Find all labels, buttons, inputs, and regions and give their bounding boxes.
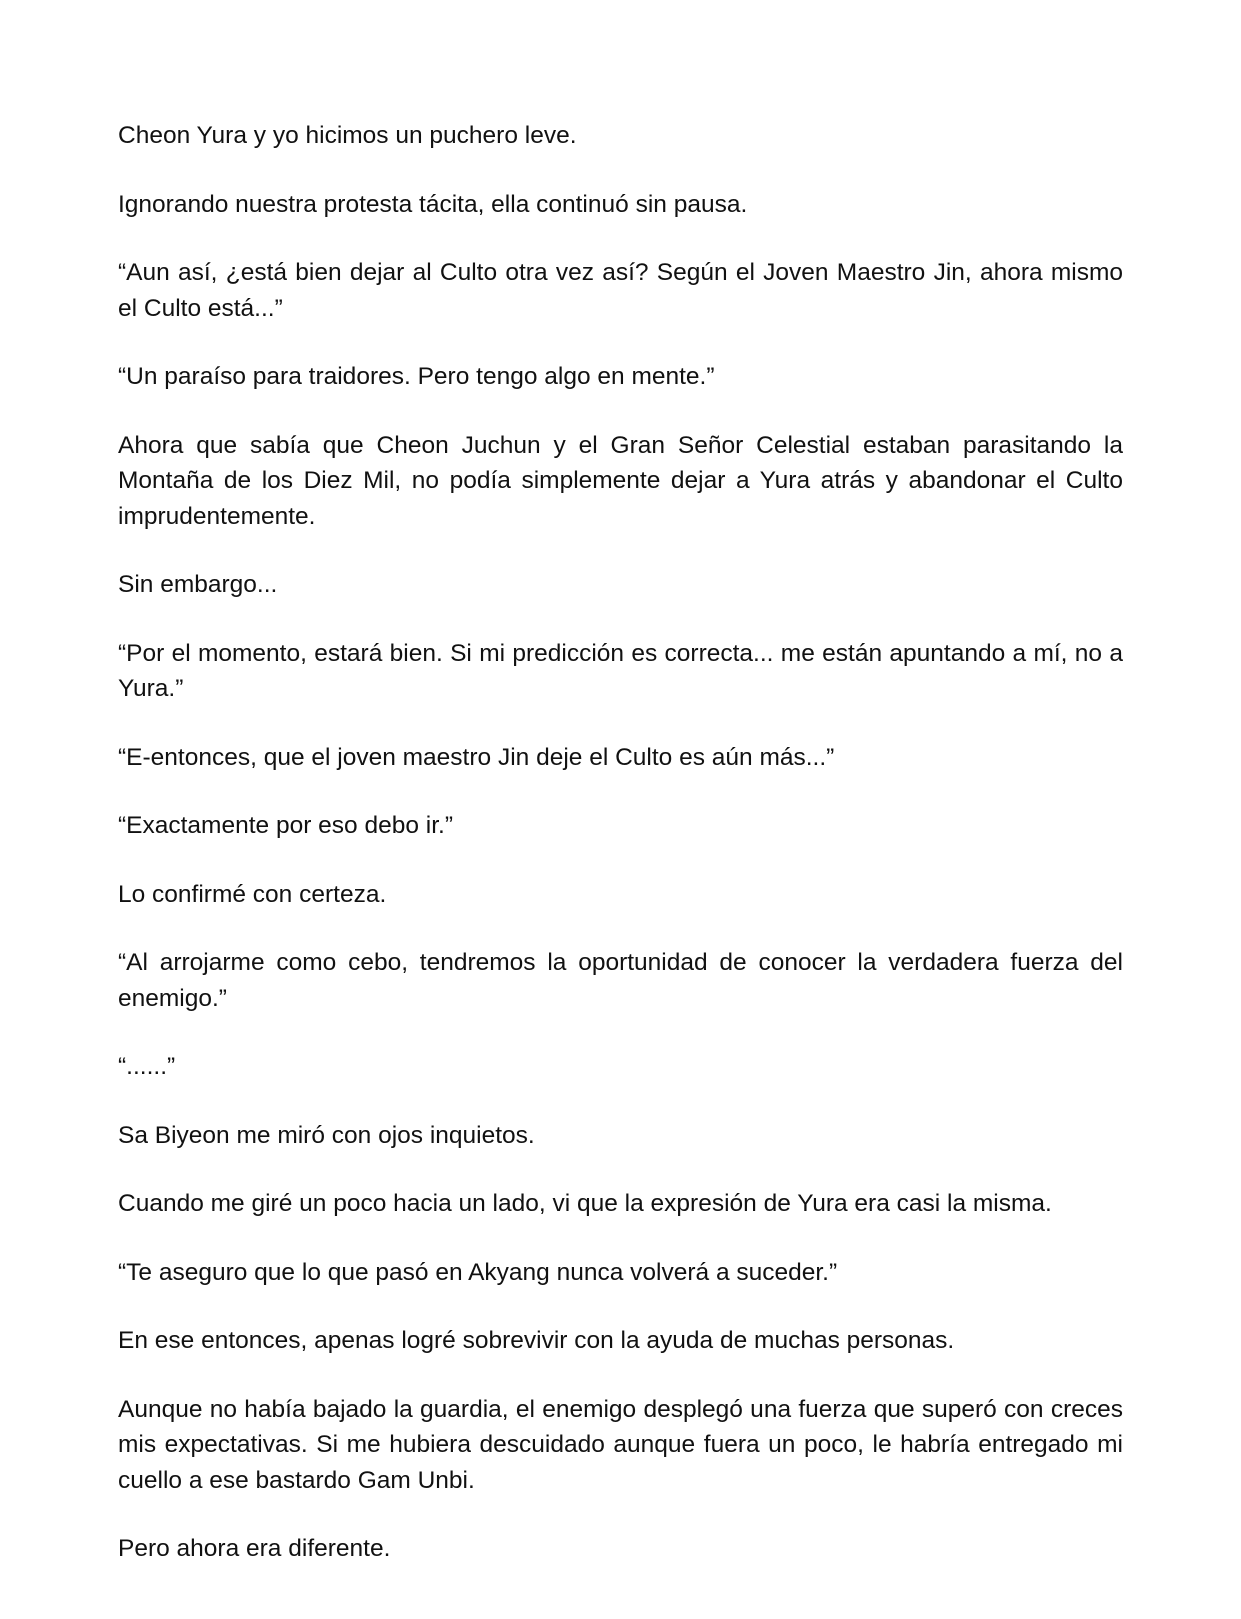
paragraph: Cuando me giré un poco hacia un lado, vi que la expresión de Yura era casi la misma. (118, 1190, 1052, 1217)
paragraph: “Te aseguro que lo que pasó en Akyang nunca volverá a suceder.” (118, 1258, 838, 1286)
paragraph: “E-entonces, que el joven maestro Jin deje el Culto es aún más...” (118, 743, 835, 771)
paragraph: “Al arrojarme como cebo, tendremos la oportunidad de conocer la verdadera fuerza del enemigo.” (118, 949, 1123, 1012)
paragraph: “Un paraíso para traidores. Pero tengo algo en mente.” (118, 363, 715, 390)
paragraph: “......” (118, 1053, 176, 1080)
paragraph: Ignorando nuestra protesta tácita, ella continuó sin pausa. (118, 190, 748, 218)
paragraph: En ese entonces, apenas logré sobrevivir con la ayuda de muchas personas. (118, 1327, 955, 1354)
document-body (118, 118, 1123, 1567)
paragraph: Pero ahora era diferente. (118, 1535, 391, 1562)
paragraph: “Exactamente por eso debo ir.” (118, 812, 454, 839)
paragraph: Sa Biyeon me miró con ojos inquietos. (118, 1121, 535, 1149)
paragraph: Sin embargo... (118, 571, 278, 598)
paragraph: Aunque no había bajado la guardia, el enemigo desplegó una fuerza que superó con creces mis expectativas. Si me hubiera descuidado aunque fuera un poco, le habría entregado mi cuello a ese bastardo Gam Unbi. (118, 1395, 1123, 1494)
paragraph: “Aun así, ¿está bien dejar al Culto otra vez así? Según el Joven Maestro Jin, ahora mismo el Culto está...” (118, 259, 1123, 322)
paragraph: “Por el momento, estará bien. Si mi predicción es correcta... me están apuntando a mí, no a Yura.” (118, 639, 1123, 702)
paragraph: Lo confirmé con certeza. (118, 880, 387, 908)
paragraph: Ahora que sabía que Cheon Juchun y el Gran Señor Celestial estaban parasitando la Montaña de los Diez Mil, no podía simplemente dejar a Yura atrás y abandonar el Culto imprudentemente. (118, 431, 1123, 530)
paragraph: Cheon Yura y yo hicimos un puchero leve. (118, 122, 577, 149)
